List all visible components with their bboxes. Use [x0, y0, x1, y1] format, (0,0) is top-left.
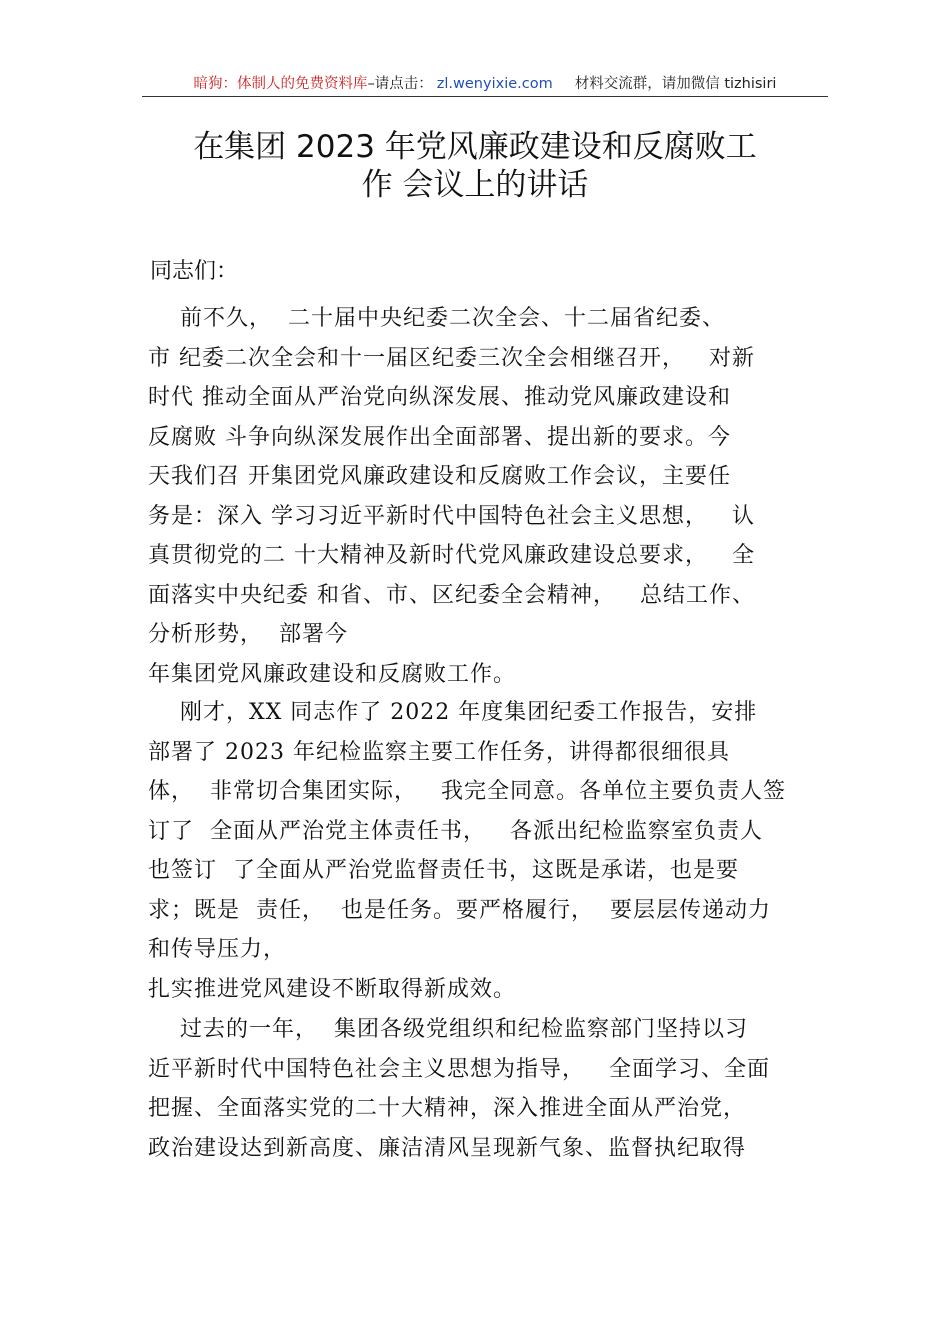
paragraph-line: 也签订 了全面从严治党监督责任书，这既是承诺，也是要 [148, 858, 739, 883]
header-link[interactable]: zl.wenyixie.com [436, 76, 553, 92]
document-title [130, 128, 820, 204]
paragraph-line: 天我们召 开集团党风廉政建设和反腐败工作会议，主要任 [148, 464, 731, 489]
paragraph-line: 扎实推进党风建设不断取得新成效。 [148, 976, 517, 1002]
page-header [142, 74, 828, 97]
title-line-1: 在集团 2023 年党风廉政建设和反腐败工 [193, 129, 757, 165]
paragraph-line: 近平新时代中国特色社会主义思想为指导， 全面学习、全面 [148, 1056, 770, 1082]
paragraph-line: 面落实中央纪委 和省、市、区纪委全会精神， 总结工作、 [148, 582, 755, 608]
paragraph-line: 把握、全面落实党的二十大精神，深入推进全面从严治党， [148, 1096, 747, 1121]
header-prompt: –请点击： [367, 76, 433, 92]
paragraph-line: 体， 非常切合集团实际， 我完全同意。各单位主要负责人签 [148, 779, 786, 804]
salutation: 同志们： [150, 259, 239, 284]
paragraph-line: 求；既是 责任， 也是任务。要严格履行， 要层层传递动力 [148, 897, 771, 923]
paragraph-line: 刚才，XX 同志作了 2022 年度集团纪委工作报告，安排 [148, 700, 758, 725]
title-line-2: 作 会议上的讲话 [361, 167, 589, 203]
paragraph-line: 订了 全面从严治党主体责任书， 各派出纪检监察室负责人 [148, 818, 763, 844]
paragraph-line: 时代 推动全面从严治党向纵深发展、推动党风廉政建设和 [148, 385, 731, 410]
header-brand: 暗狗：体制人的免费资料库 [193, 76, 368, 92]
paragraph-1 [148, 299, 828, 694]
paragraph-line: 过去的一年， 集团各级党组织和纪检监察部门坚持以习 [148, 1017, 748, 1042]
paragraph-line: 务是：深入 学习习近平新时代中国特色社会主义思想， 认 [148, 503, 755, 529]
paragraph-line: 部署了 2023 年纪检监察主要工作任务，讲得都很细很具 [148, 739, 730, 765]
header-contact: 材料交流群，请加微信 tizhisiri [574, 76, 777, 92]
paragraph-line: 分析形势， 部署今 [148, 622, 348, 647]
paragraph-3 [148, 1010, 828, 1168]
paragraph-line: 市 纪委二次全会和十一届区纪委三次全会相继召开， 对新 [148, 345, 755, 371]
paragraph-line: 政治建设达到新高度、廉洁清风呈现新气象、监督执纪取得 [148, 1135, 747, 1161]
paragraph-line: 反腐败 斗争向纵深发展作出全面部署、提出新的要求。今 [148, 424, 731, 450]
paragraph-line: 真贯彻党的二 十大精神及新时代党风廉政建设总要求， 全 [148, 543, 755, 568]
paragraph-2 [148, 693, 828, 1009]
paragraph-line: 和传导压力， [148, 937, 287, 962]
paragraph-line: 年集团党风廉政建设和反腐败工作。 [148, 661, 517, 687]
paragraph-line: 前不久， 二十届中央纪委二次全会、十二届省纪委、 [148, 306, 725, 331]
